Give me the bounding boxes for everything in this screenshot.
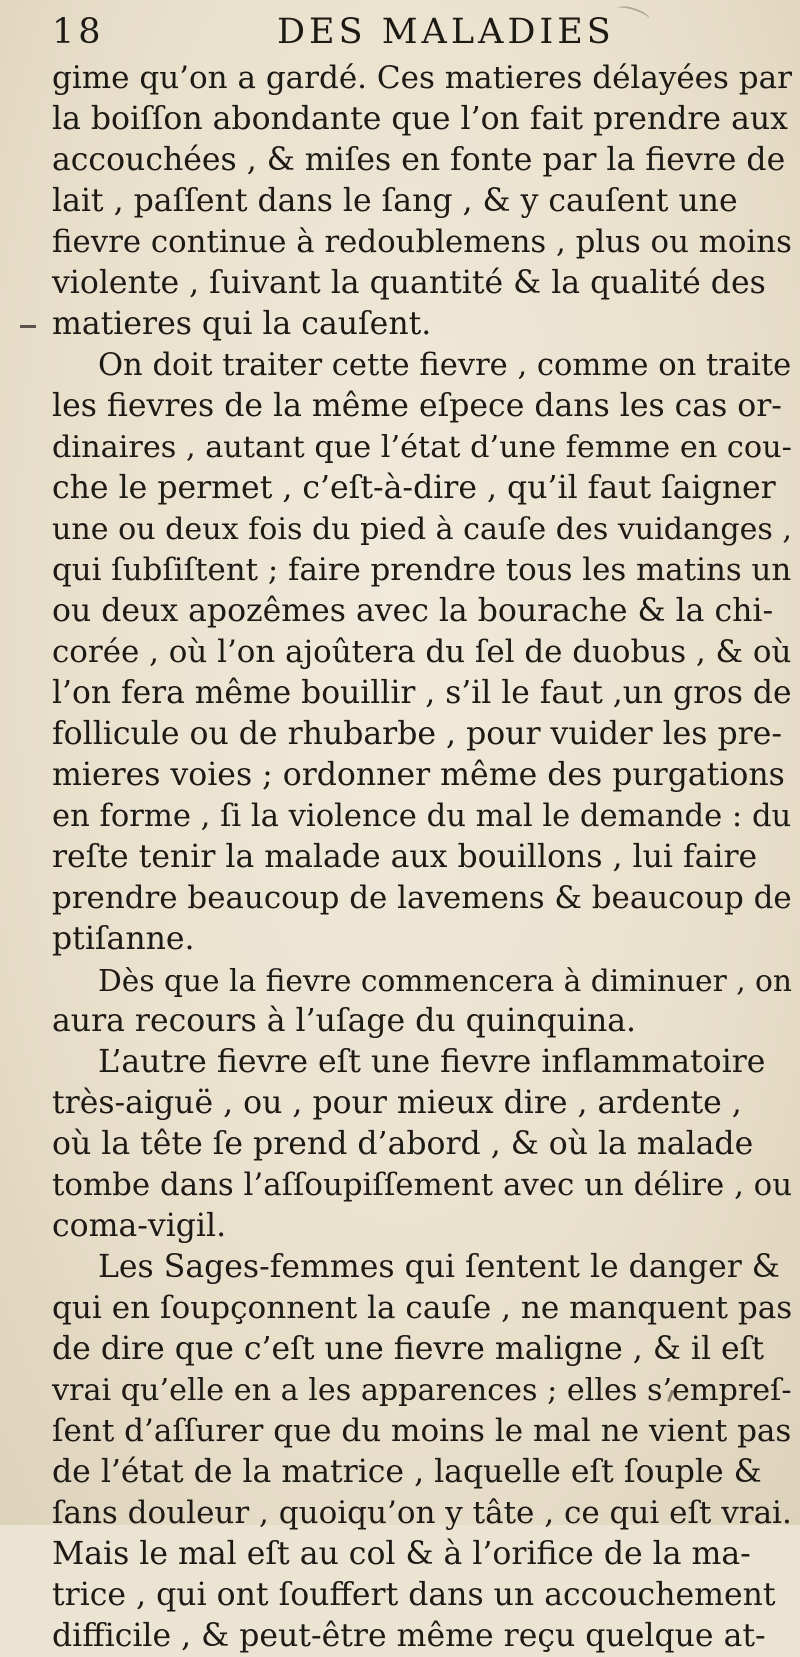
text-line: Mais le mal eſt au col & à l’orifice de la ma-: [52, 1536, 751, 1572]
text-line: trice , qui ont ſouffert dans un accouchement: [52, 1577, 776, 1613]
text-line: mieres voies ; ordonner même des purgations: [52, 757, 785, 793]
paragraph-start-line: L’autre fievre eſt une fievre inflammatoire: [98, 1044, 766, 1080]
paragraph-start-line: On doit traiter cette fievre , comme on traite: [98, 348, 792, 383]
text-line: prendre beaucoup de lavemens & beaucoup de: [52, 880, 792, 916]
text-line: une ou deux fois du pied à cauſe des vuidanges ,: [52, 512, 792, 547]
text-line: follicule ou de rhubarbe , pour vuider les pre-: [52, 716, 782, 752]
text-line: ſent d’aſſurer que du moins le mal ne vient pas: [52, 1413, 792, 1449]
text-line: qui en ſoupçonnent la cauſe , ne manquent pas: [52, 1290, 793, 1326]
text-line: difficile , & peut-être même reçu quelque at-: [52, 1618, 766, 1654]
text-line: coma-vigil.: [52, 1208, 227, 1244]
text-line: en forme , ſi la violence du mal le demande : du: [52, 799, 792, 834]
text-line: ou deux apozêmes avec la bourache & la chi-: [52, 593, 774, 629]
text-line: violente , ſuivant la quantité & la qualité des: [52, 265, 766, 301]
text-line: accouchées , & miſes en fonte par la fievre de: [52, 142, 786, 178]
text-line: ptiſanne.: [52, 921, 195, 957]
text-line: de l’état de la matrice , laquelle eſt ſouple &: [52, 1454, 762, 1490]
text-line: corée , où l’on ajoûtera du ſel de duobus , & où: [52, 634, 792, 670]
text-line: che le permet , c’eſt-à-dire , qu’il faut ſaigner: [52, 470, 776, 506]
text-line: l’on fera même bouillir , s’il le faut ,un gros de: [52, 675, 792, 711]
text-line: fievre continue à redoublemens , plus ou moins: [52, 224, 792, 260]
margin-mark: [20, 325, 36, 328]
page-number: 18: [52, 12, 105, 52]
text-line: de dire que c’eſt une fievre maligne , & il eſt: [52, 1331, 764, 1367]
running-title: DES MALADIES: [277, 12, 615, 52]
text-line: où la tête ſe prend d’abord , & où la malade: [52, 1126, 754, 1162]
text-line: la boiſſon abondante que l’on fait prendre aux: [52, 101, 788, 137]
body-text: [52, 58, 792, 1657]
paragraph-start-line: Les Sages-femmes qui ſentent le danger &: [98, 1249, 780, 1285]
text-line: matieres qui la cauſent.: [52, 306, 432, 342]
text-line: lait , paſſent dans le ſang , & y cauſent une: [52, 183, 738, 219]
page-header: [52, 12, 752, 56]
text-line: ſans douleur , quoiqu’on y tâte , ce qui eſt vrai.: [52, 1495, 792, 1531]
paragraph-start-line: Dès que la fievre commencera à diminuer , on: [98, 963, 793, 998]
text-line: les fievres de la même eſpece dans les cas or-: [52, 388, 782, 424]
text-line: tombe dans l’aſſoupiſſement avec un délire , ou: [52, 1167, 793, 1203]
text-line: aura recours à l’uſage du quinquina.: [52, 1003, 637, 1039]
text-line: reſte tenir la malade aux bouillons , lui faire: [52, 839, 758, 875]
text-line: qui ſubſiſtent ; faire prendre tous les matins un: [52, 552, 792, 588]
text-line: vrai qu’elle en a les apparences ; elles s’empreſ-: [52, 1373, 792, 1408]
text-line: très-aiguë , ou , pour mieux dire , ardente ,: [52, 1085, 742, 1121]
text-line: dinaires , autant que l’état d’une femme en cou-: [52, 430, 792, 465]
text-line: gime qu’on a gardé. Ces matieres délayées par: [52, 60, 792, 96]
